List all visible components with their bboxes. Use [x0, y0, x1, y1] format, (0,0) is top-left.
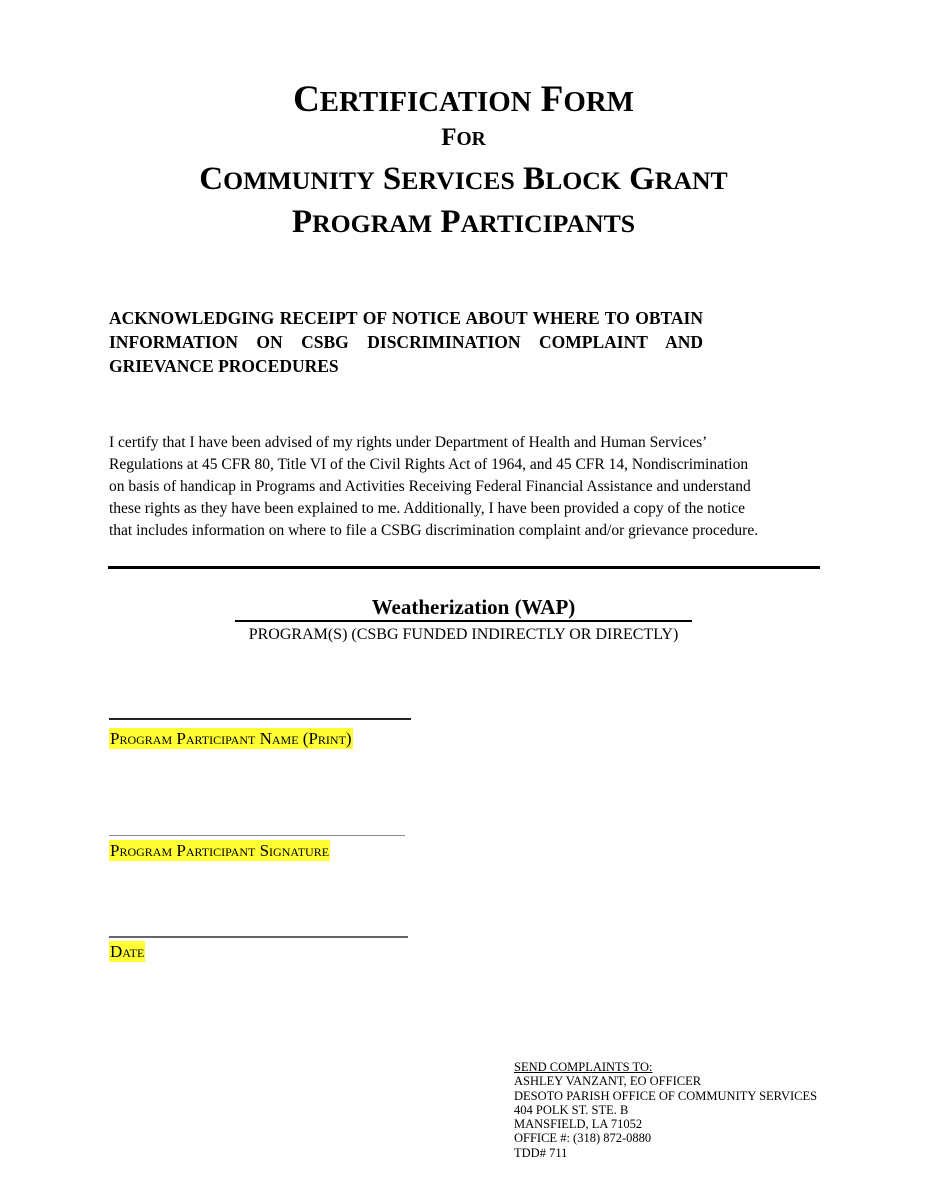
- title-text: G: [620, 161, 655, 197]
- complaints-tdd: TDD# 711: [514, 1145, 568, 1160]
- certification-line: that includes information on where to file a CSBG discrimination complaint and/or grievance procedure.: [109, 522, 759, 539]
- acknowledgment-line: GRIEVANCE PROCEDURES: [109, 356, 339, 376]
- acknowledgment-line: ACKNOWLEDGING RECEIPT OF NOTICE ABOUT WHERE TO OBTAIN: [109, 308, 703, 328]
- participant-signature-label: Program Participant Signature: [110, 841, 330, 860]
- form-title: [0, 78, 927, 124]
- program-caption: PROGRAM(S) (CSBG FUNDED INDIRECTLY OR DIRECTLY): [248, 626, 679, 643]
- participant-signature-line[interactable]: [109, 835, 405, 836]
- title-text: S: [374, 161, 402, 197]
- complaints-officer: ASHLEY VANZANT, EO OFFICER: [514, 1074, 702, 1089]
- complaints-city: MANSFIELD, LA 71052: [514, 1117, 643, 1132]
- complaints-office: DESOTO PARISH OFFICE OF COMMUNITY SERVICES: [514, 1088, 818, 1103]
- program-field[interactable]: Weatherization (WAP): [235, 594, 692, 622]
- title-text: C: [199, 161, 224, 197]
- form-subtitle: [0, 158, 927, 202]
- title-text: ERVICES: [401, 166, 515, 195]
- certification-line: these rights as they have been explained to me. Additionally, I have been provided a copy of the notice: [109, 500, 746, 517]
- complaints-header: SEND COMPLAINTS TO:: [514, 1060, 653, 1074]
- title-text: ORM: [563, 86, 634, 118]
- title-text: OR: [456, 129, 486, 150]
- title-text: ERTIFICATION: [319, 86, 532, 118]
- title-text: B: [514, 161, 546, 197]
- certification-line: Regulations at 45 CFR 80, Title VI of the Civil Rights Act of 1964, and 45 CFR 14, Nondiscrimination: [109, 456, 749, 473]
- title-text: C: [293, 79, 320, 120]
- title-text: LOCK: [545, 166, 621, 195]
- acknowledgment-line: INFORMATION ON CSBG DISCRIMINATION COMPLAINT AND: [109, 332, 703, 352]
- form-title-for: [0, 123, 927, 155]
- date-line[interactable]: [109, 936, 408, 938]
- participant-name-line[interactable]: [109, 718, 411, 720]
- certification-paragraph: [109, 432, 819, 542]
- form-subtitle-participants: [0, 201, 927, 245]
- section-divider: [108, 566, 820, 569]
- complaints-phone-row: [514, 1131, 817, 1160]
- certification-line: I certify that I have been advised of my rights under Department of Health and Human Services’: [109, 434, 708, 451]
- complaints-contact-block: [514, 1060, 817, 1160]
- title-text: OMMUNITY: [223, 166, 375, 195]
- title-text: F: [441, 124, 457, 151]
- complaints-street: 404 POLK ST. STE. B: [514, 1102, 629, 1117]
- title-text: RANT: [654, 166, 728, 195]
- title-text: P: [291, 204, 313, 240]
- title-text: ROGRAM: [312, 209, 433, 238]
- complaints-phone: OFFICE #: (318) 872-0880: [514, 1131, 652, 1146]
- participant-name-label: Program Participant Name (Print): [110, 729, 352, 748]
- title-text: ARTICIPANTS: [460, 209, 636, 238]
- title-text: P: [432, 204, 461, 240]
- title-text: F: [531, 79, 564, 120]
- date-label: Date: [110, 942, 145, 961]
- certification-line: on basis of handicap in Programs and Activities Receiving Federal Financial Assistance and understand: [109, 478, 751, 495]
- acknowledgment-heading: [109, 306, 703, 378]
